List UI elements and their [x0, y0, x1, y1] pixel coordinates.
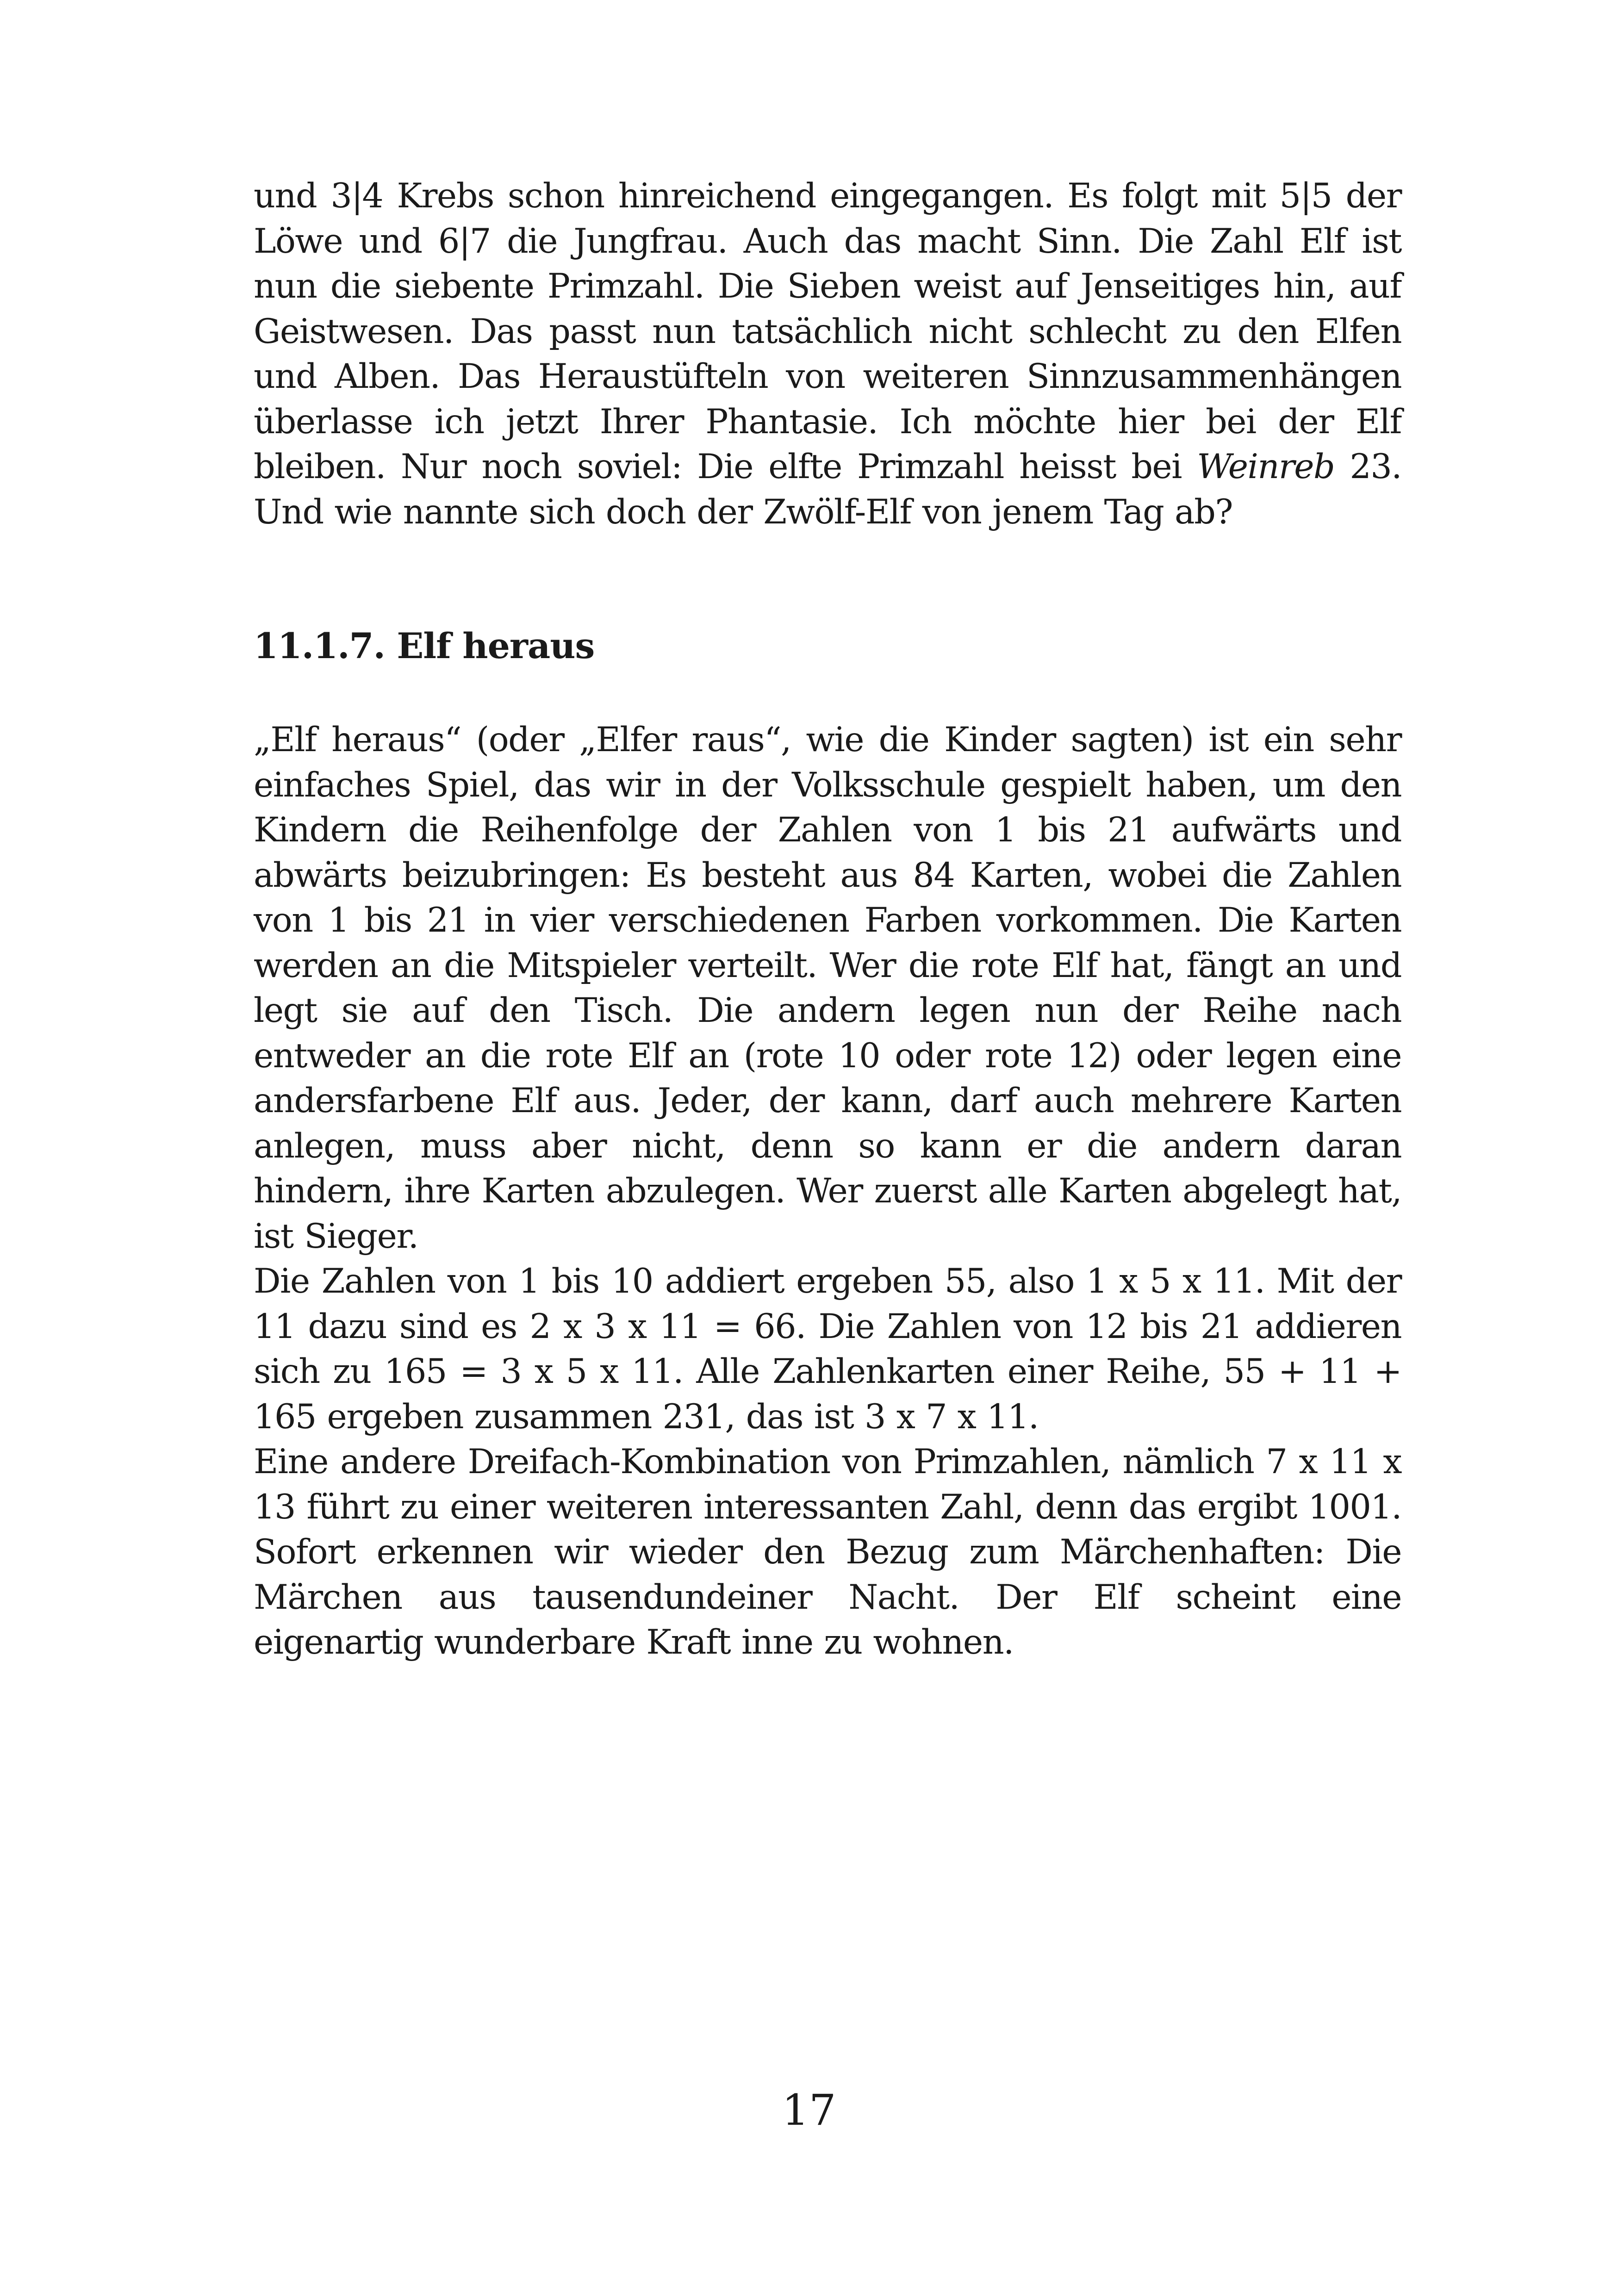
paragraph-sums: Die Zahlen von 1 bis 10 addiert ergeben 55, also 1 x 5 x 11. Mit der 11 dazu sind es 2 x 3 x 11 = 66. Die Zahlen von 12 bis 21 addieren sich zu 165 = 3 x 5 x 11. Alle Zahlenkarten einer Reihe, 55 + 11 + 165 ergeben zusammen 231, das ist 3 x 7 x 11.: [254, 1262, 1401, 1437]
section-body: [254, 717, 1401, 1665]
paragraph-1001: Eine andere Dreifach-Kombination von Primzahlen, nämlich 7 x 11 x 13 führt zu einer weiteren interessanten Zahl, denn das ergibt 1001. Sofort erkennen wir wieder den Bezug zum Märchenhaften: Die Märchen aus tausendundeiner Nacht. Der Elf scheint eine eigenartig wunderbare Kraft inne zu wohnen.: [254, 1442, 1401, 1662]
paragraph: [254, 174, 1401, 535]
paragraph-text: und 3|4 Krebs schon hinreichend eingegangen. Es folgt mit 5|5 der Löwe und 6|7 die Jungfrau. Auch das macht Sinn. Die Zahl Elf ist nun die siebente Primzahl. Die Sieben weist auf Jenseitiges hin, auf Geistwesen. Das passt nun tatsächlich nicht schlecht zu den Elfen und Alben. Das Heraustüfteln von weiteren Sinnzusammenhängen überlasse ich jetzt Ihrer Phantasie. Ich möchte hier bei der Elf bleiben. Nur noch soviel: Die elfte Primzahl heisst bei: [254, 176, 1401, 486]
paragraph-game-rules: „Elf heraus“ (oder „Elfer raus“, wie die Kinder sagten) ist ein sehr einfaches Spiel, das wir in der Volksschule gespielt haben, um den Kindern die Reihenfolge der Zahlen von 1 bis 21 aufwärts und abwärts beizubringen: Es besteht aus 84 Karten, wobei die Zahlen von 1 bis 21 in vier verschiedenen Farben vorkommen. Die Karten werden an die Mitspieler verteilt. Wer die rote Elf hat, fängt an und legt sie auf den Tisch. Die andern legen nun der Reihe nach entweder an die rote Elf an (rote 10 oder rote 12) oder legen eine andersfarbene Elf aus. Jeder, der kann, darf auch mehrere Karten anlegen, muss aber nicht, denn so kann er die andern daran hindern, ihre Karten abzulegen. Wer zuerst alle Karten abgelegt hat, ist Sieger.: [254, 720, 1401, 1256]
section-heading: 11.1.7. Elf heraus: [254, 625, 595, 666]
paragraph-text-end: 23. Und wie nannte sich doch der Zwölf-Elf von jenem Tag ab?: [254, 447, 1401, 532]
continued-paragraph: [254, 174, 1401, 535]
italic-author-name: Weinreb: [1197, 447, 1335, 486]
page-number: 17: [782, 2085, 836, 2135]
